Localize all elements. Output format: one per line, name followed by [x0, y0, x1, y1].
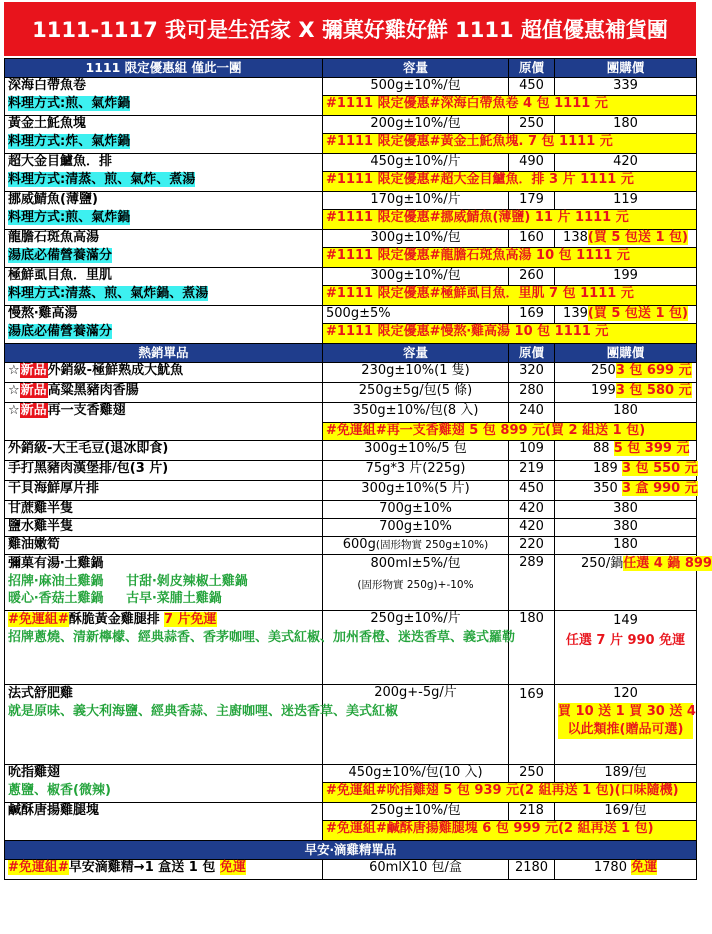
product-spec: 170g±10%/片 — [323, 192, 509, 210]
product-price: 180 — [509, 611, 555, 685]
product-spec: 500g±5% — [323, 306, 509, 324]
product-price: 219 — [509, 461, 555, 481]
table-row — [5, 860, 697, 880]
product-spec: 700g±10% — [323, 519, 509, 537]
product-name: 挪威鯖魚(薄鹽) — [5, 192, 323, 210]
table-row — [5, 286, 697, 306]
section3-header — [5, 841, 697, 860]
flavor-item: 古早‧菜脯土雞鍋 — [126, 591, 222, 606]
product-name: 雞油嫩筍 — [5, 537, 323, 555]
product-price: 220 — [509, 537, 555, 555]
group-price: 180 — [555, 116, 697, 134]
product-spec: 600g(固形物實 250g±10%) — [323, 537, 509, 555]
table-row — [5, 363, 697, 383]
group-price-note: 3 盒 990 元 — [621, 481, 698, 496]
group-price: 1993 包 580 元 — [555, 383, 697, 403]
table-row — [5, 423, 697, 441]
product-spec: 500g±10%/包 — [323, 78, 509, 96]
table-row — [5, 248, 697, 268]
table-row — [5, 116, 697, 134]
product-spec: 60mlX10 包/盒 — [323, 860, 509, 880]
promo-text: #1111 限定優惠#超大金目鱸魚．排 3 片 1111 元 — [323, 172, 697, 192]
promo-text: #1111 限定優惠#挪威鯖魚(薄鹽) 11 片 1111 元 — [323, 210, 697, 230]
product-name: 酥脆黃金雞腿排 — [68, 612, 160, 627]
product-name: 手打黑豬肉漢堡排/包(3 片) — [5, 461, 323, 481]
spec-note: (固形物實 250g)+-10% — [357, 579, 474, 591]
header-spec: 容量 — [323, 344, 509, 363]
product-spec: 200g+-5g/片 — [323, 685, 509, 765]
cooking-method: 料理方式:炸、氣炸鍋 — [8, 133, 131, 149]
table-row — [5, 611, 697, 685]
product-name: 超大金目鱸魚．排 — [5, 154, 323, 172]
group-price: 339 — [555, 78, 697, 96]
cooking-method: 料理方式:煎、氣炸鍋 — [8, 95, 131, 111]
product-spec: 800ml±5%/包 — [370, 556, 461, 571]
spec-note: (固形物實 250g±10%) — [375, 539, 489, 551]
product-price: 250 — [509, 116, 555, 134]
table-row — [5, 555, 697, 611]
flavor-list: 蔥鹽、椒香(微辣) — [5, 783, 323, 803]
star-icon: ☆ — [8, 363, 20, 378]
product-price: 289 — [509, 555, 555, 611]
product-price: 240 — [509, 403, 555, 423]
promo-text: #免運組#再一支香雞翅 5 包 899 元(買 2 組送 1 包) — [323, 423, 697, 441]
group-price: 199 — [555, 268, 697, 286]
group-price-note: 3 包 699 元 — [615, 363, 692, 378]
table-row — [5, 192, 697, 210]
product-spec: 350g±10%/包(8 入) — [323, 403, 509, 423]
flavor-list: 就是原味、義大利海鹽、經典香蒜、主廚咖哩、迷迭香草、美式紅椒 — [8, 704, 399, 719]
free-shipping-tag: #免運組# — [8, 612, 69, 627]
table-row — [5, 461, 697, 481]
table-row — [5, 268, 697, 286]
header-combo: 1111 限定優惠組 僅此一團 — [5, 59, 323, 78]
promo-text: #1111 限定優惠#慢熬‧雞高湯 10 包 1111 元 — [323, 324, 697, 344]
group-price: 250/鍋 — [581, 556, 624, 571]
promo-text: #1111 限定優惠#極鮮虱目魚．里肌 7 包 1111 元 — [323, 286, 697, 306]
product-spec: 300g±10%/包 — [323, 268, 509, 286]
table-row — [5, 403, 697, 423]
product-spec: 450g±10%/包(10 入) — [323, 765, 509, 783]
product-price: 218 — [509, 803, 555, 821]
group-price: 2503 包 699 元 — [555, 363, 697, 383]
cooking-method: 料理方式:煎、氣炸鍋 — [8, 209, 131, 225]
product-name: 干貝海鮮厚片排 — [5, 481, 323, 501]
group-price-note: 任選 4 鍋 899 — [623, 556, 712, 571]
product-spec: 300g±10%/包 — [323, 230, 509, 248]
product-name: 早安滴雞精→1 盒送 1 包 — [68, 860, 216, 875]
product-name: 黃金土魠魚塊 — [5, 116, 323, 134]
group-price: 180 — [555, 537, 697, 555]
group-price-note-2: 以此類推(贈品可選) — [558, 721, 693, 739]
table-row — [5, 154, 697, 172]
product-price: 450 — [509, 78, 555, 96]
product-name: 極鮮虱目魚．里肌 — [5, 268, 323, 286]
table-row — [5, 96, 697, 116]
cooking-method: 湯底必備營養滿分 — [8, 247, 113, 263]
product-name: 法式舒肥雞 — [8, 686, 74, 701]
product-name: 再一支香雞翅 — [47, 403, 126, 418]
product-price: 109 — [509, 441, 555, 461]
promo-badge: 7 片免運 — [163, 612, 217, 627]
flavor-list: 招牌蔥燒、清新檸檬、經典蒜香、香茅咖哩、美式紅椒、加州香橙、迷迭香草、義式羅勒 — [8, 630, 516, 645]
table-row — [5, 134, 697, 154]
group-price: 350 3 盒 990 元 — [555, 481, 697, 501]
product-price: 169 — [509, 685, 555, 765]
cooking-method: 料理方式:清蒸、煎、氣炸、煮湯 — [8, 171, 196, 187]
group-price-note: 3 包 580 元 — [615, 383, 692, 398]
cooking-method: 料理方式:清蒸、煎、氣炸鍋、煮湯 — [8, 285, 209, 301]
page-title: 1111-1117 我可是生活家 X 彌菓好雞好鮮 1111 超值優惠補貨團 — [4, 2, 696, 56]
product-name: 深海白帶魚卷 — [5, 78, 323, 96]
table-row — [5, 324, 697, 344]
promo-text: #免運組#鹹酥唐揚雞腿塊 6 包 999 元(2 組再送 1 包) — [323, 821, 697, 841]
header-hot-items: 熱銷單品 — [5, 344, 323, 363]
group-price-note: 免運 — [631, 860, 658, 875]
table-row — [5, 383, 697, 403]
product-table — [4, 58, 712, 880]
product-name: 鹹酥唐揚雞腿塊 — [5, 803, 323, 821]
product-spec: 75g*3 片(225g) — [323, 461, 509, 481]
product-spec: 300g±10%(5 片) — [323, 481, 509, 501]
table-row — [5, 783, 697, 803]
product-name: 龍膽石斑魚高湯 — [5, 230, 323, 248]
flavor-item: 暖心‧香菇土雞鍋 — [8, 591, 104, 606]
product-price: 450 — [509, 481, 555, 501]
product-price: 420 — [509, 519, 555, 537]
flavor-item: 招牌‧麻油土雞鍋 — [8, 573, 104, 589]
new-badge: 新品 — [20, 363, 47, 378]
product-spec: 200g±10%/包 — [323, 116, 509, 134]
section1-header — [5, 59, 697, 78]
table-row — [5, 306, 697, 324]
new-badge: 新品 — [20, 403, 47, 418]
header-group-price: 團購價 — [555, 59, 697, 78]
group-price-note: (買 5 包送 1 包) — [587, 230, 688, 245]
table-row — [5, 481, 697, 501]
group-price: 380 — [555, 519, 697, 537]
product-name: 慢熬‧雞高湯 — [5, 306, 323, 324]
group-price-note: (買 5 包送 1 包) — [587, 306, 688, 321]
group-price: 169/包 — [555, 803, 697, 821]
product-price: 260 — [509, 268, 555, 286]
flavor-item: 甘甜‧剝皮辣椒土雞鍋 — [126, 573, 248, 589]
promo-text: #免運組#吮指雞翅 5 包 939 元(2 組再送 1 包)(口味隨機) — [323, 783, 697, 803]
group-price: 1780 免運 — [555, 860, 697, 880]
product-spec: 700g±10% — [323, 501, 509, 519]
product-spec: 450g±10%/片 — [323, 154, 509, 172]
product-name: 吮指雞翅 — [5, 765, 323, 783]
free-shipping-tag: #免運組# — [8, 860, 69, 875]
product-name: 外銷級-極鮮熟成大魷魚 — [47, 363, 184, 378]
product-price: 179 — [509, 192, 555, 210]
product-price: 169 — [509, 306, 555, 324]
header-price: 原價 — [509, 59, 555, 78]
table-row — [5, 821, 697, 841]
group-price: 149 — [613, 613, 638, 628]
group-price: 380 — [555, 501, 697, 519]
group-price: 180 — [555, 403, 697, 423]
group-price: 138(買 5 包送 1 包) — [555, 230, 697, 248]
product-price: 250 — [509, 765, 555, 783]
table-row — [5, 78, 697, 96]
product-price: 490 — [509, 154, 555, 172]
promo-text: #1111 限定優惠#龍膽石斑魚高湯 10 包 1111 元 — [323, 248, 697, 268]
table-row — [5, 519, 697, 537]
star-icon: ☆ — [8, 383, 20, 398]
group-price: 120 — [613, 686, 638, 701]
table-row — [5, 537, 697, 555]
product-price: 420 — [509, 501, 555, 519]
product-spec: 250g±5g/包(5 條) — [323, 383, 509, 403]
table-row — [5, 765, 697, 783]
product-name: 甘蔗雞半隻 — [5, 501, 323, 519]
table-row — [5, 230, 697, 248]
header-essence: 早安‧滴雞精單品 — [5, 841, 697, 860]
table-row — [5, 803, 697, 821]
product-price: 280 — [509, 383, 555, 403]
group-price-note: 任選 7 片 990 免運 — [565, 633, 686, 648]
group-price: 139(買 5 包送 1 包) — [555, 306, 697, 324]
group-price: 189 3 包 550 元 — [555, 461, 697, 481]
group-price: 420 — [555, 154, 697, 172]
header-spec: 容量 — [323, 59, 509, 78]
promo-text: #1111 限定優惠#黃金土魠魚塊. 7 包 1111 元 — [323, 134, 697, 154]
product-spec: 250g±10%/片 — [323, 611, 509, 685]
table-row — [5, 172, 697, 192]
product-name: 高粱黑豬肉香腸 — [47, 383, 139, 398]
product-name: 外銷級-大王毛豆(退冰即食) — [5, 441, 323, 461]
group-price: 88 5 包 399 元 — [555, 441, 697, 461]
group-price: 119 — [555, 192, 697, 210]
header-group-price: 團購價 — [555, 344, 697, 363]
free-shipping-badge: 免運 — [219, 860, 246, 875]
star-icon: ☆ — [8, 403, 20, 418]
header-price: 原價 — [509, 344, 555, 363]
product-spec: 250g±10%/包 — [323, 803, 509, 821]
table-row — [5, 441, 697, 461]
product-name: 鹽水雞半隻 — [5, 519, 323, 537]
product-price: 2180 — [509, 860, 555, 880]
product-spec: 300g±10%/5 包 — [323, 441, 509, 461]
product-name: 彌菓有湯‧土雞鍋 — [8, 556, 104, 571]
section2-header — [5, 344, 697, 363]
product-price: 160 — [509, 230, 555, 248]
group-price-note: 5 包 399 元 — [613, 441, 690, 456]
product-price: 320 — [509, 363, 555, 383]
group-price-note: 買 10 送 1 買 30 送 4 — [558, 704, 696, 719]
product-spec: 230g±10%(1 隻) — [323, 363, 509, 383]
cooking-method: 湯底必備營養滿分 — [8, 323, 113, 339]
group-price: 189/包 — [555, 765, 697, 783]
table-row — [5, 685, 697, 765]
promo-text: #1111 限定優惠#深海白帶魚卷 4 包 1111 元 — [323, 96, 697, 116]
group-price-note: 3 包 550 元 — [621, 461, 698, 476]
table-row — [5, 210, 697, 230]
new-badge: 新品 — [20, 383, 47, 398]
table-row — [5, 501, 697, 519]
